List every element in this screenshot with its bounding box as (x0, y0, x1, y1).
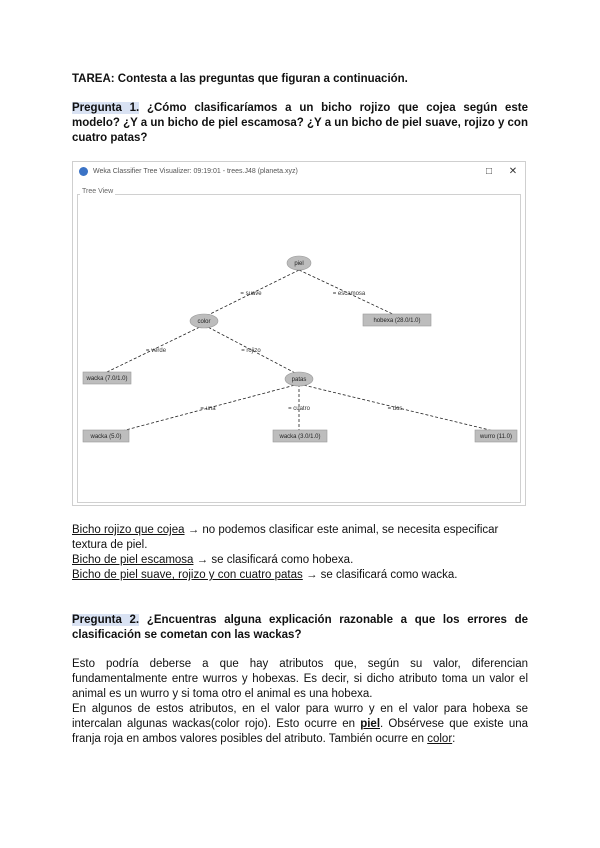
minimize-icon[interactable]: □ (485, 165, 493, 177)
leaf-label-wurro-dos: wurro (11.0) (480, 434, 512, 440)
node-label-piel: piel (294, 261, 304, 267)
answer-1-text-2: → se clasificará como hobexa. (193, 554, 354, 566)
edge-label-escamosa: = escamosa (332, 291, 366, 297)
answer-1-line-3 (72, 568, 528, 583)
answer-1-line-1 (72, 523, 528, 553)
weka-tree-visualizer-window (72, 161, 526, 506)
answer-2 (72, 657, 528, 747)
question-2-label: Pregunta 2. (72, 614, 140, 626)
question-1-label: Pregunta 1. (72, 102, 140, 114)
edge-label-rojizo: = rojizo (241, 348, 261, 354)
answer-1 (72, 523, 528, 583)
answer-2-text-b: . Obsérvese que existe una franja roja en ambos valores posibles del atributo. También ocurre en (72, 718, 529, 745)
node-label-patas: patas (291, 377, 307, 383)
tree-view-label: Tree View (82, 188, 114, 195)
answer-1-subject-3: Bicho de piel suave, rojizo y con cuatro patas (72, 569, 303, 581)
question-2-text: ¿Encuentras alguna explicación razonable a que los errores de clasificación se cometan con las wackas? (72, 614, 528, 641)
edge-label-dos: = dos (387, 406, 403, 412)
window-title: Weka Classifier Tree Visualizer: 09:19:01 - trees.J48 (planeta.xyz) (93, 167, 298, 175)
decision-tree (73, 162, 525, 505)
task-heading: TAREA: Contesta a las preguntas que figuran a continuación. (72, 73, 408, 85)
answer-1-subject-2: Bicho de piel escamosa (72, 554, 194, 566)
leaf-label-hobexa: hobexa (28.0/1.0) (373, 318, 421, 324)
question-1-text: ¿Cómo clasificaríamos a un bicho rojizo que cojea según este modelo? ¿Y a un bicho de piel escamosa? ¿Y a un bicho de piel suave, rojizo y con cuatro patas? (72, 102, 528, 144)
leaf-label-wacka-cuatro: wacka (3.0/1.0) (279, 434, 321, 440)
answer-2-paragraph-2 (72, 702, 528, 747)
answer-1-subject-1: Bicho rojizo que cojea (72, 524, 185, 536)
edge-label-una: = una (200, 406, 216, 412)
answer-2-color: color (427, 733, 453, 745)
answer-2-text-c: : (452, 733, 456, 745)
answer-2-text-a: En algunos de estos atributos, en el valor para wurro y en el valor para hobexa se intercalan algunas wackas(color rojo). Esto ocurre en (72, 703, 528, 730)
edge-label-suave: = suave (240, 291, 262, 297)
close-icon[interactable]: ✕ (508, 165, 518, 177)
leaf-label-wacka-verde: wacka (7.0/1.0) (86, 376, 128, 382)
node-label-color: color (197, 319, 211, 325)
leaf-label-wacka-una: wacka (5.0) (90, 434, 122, 440)
answer-1-line-2 (72, 553, 528, 568)
answer-1-text-1: → no podemos clasificar este animal, se necesita especificar textura de piel. (72, 524, 499, 551)
question-1 (72, 101, 528, 146)
answer-1-text-3: → se clasificará como wacka. (302, 569, 458, 581)
answer-2-paragraph-1: Esto podría deberse a que hay atributos que, según su valor, diferencian fundamentalmente entre wurros y hobexas. Es decir, si dicho atributo toma un valor el animal es un wurro y si toma otro el animal es una hobexa. (72, 658, 528, 700)
edge-label-verde: = verde (145, 348, 167, 354)
question-2 (72, 613, 528, 643)
answer-2-piel: piel (360, 718, 381, 730)
edge-label-cuatro: = cuatro (288, 406, 310, 412)
